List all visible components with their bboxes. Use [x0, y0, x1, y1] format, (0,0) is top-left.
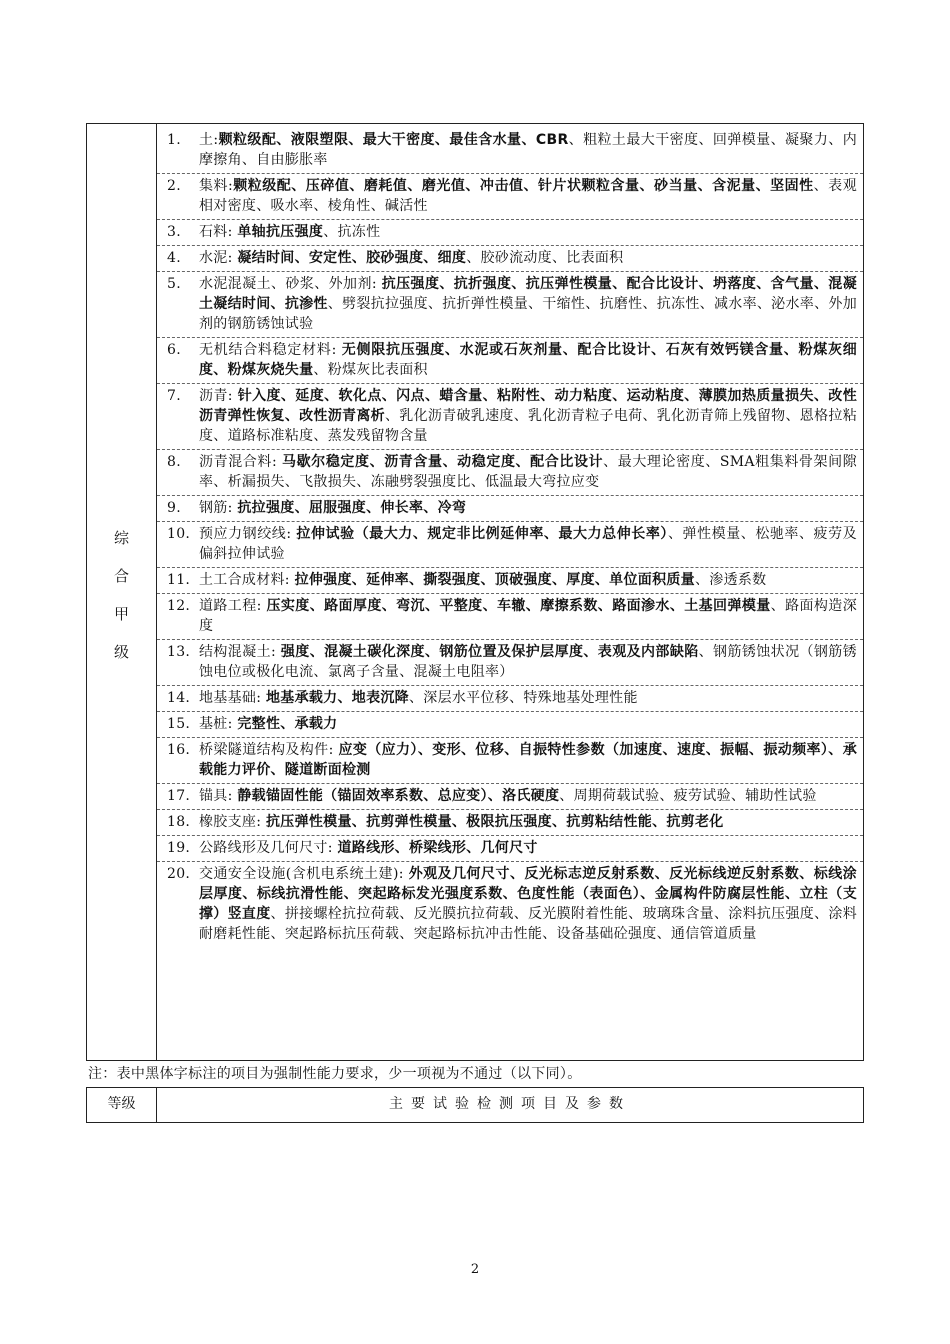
optional-parameters: 、路面构造深度	[199, 598, 857, 634]
optional-parameters: 、粉煤灰比表面积	[313, 362, 428, 378]
optional-parameters: 沥青:	[199, 388, 238, 404]
page-number: 2	[470, 1262, 480, 1277]
list-item	[157, 712, 863, 738]
optional-parameters: 土工合成材料:	[199, 572, 295, 588]
list-item	[157, 862, 863, 947]
list-item	[157, 640, 863, 686]
optional-parameters: 水泥:	[199, 250, 238, 266]
list-item	[157, 784, 863, 810]
mandatory-parameters: 静载锚固性能（锚固效率系数、总应变）、洛氏硬度	[237, 788, 560, 804]
optional-parameters: 预应力钢绞线:	[199, 526, 297, 542]
mandatory-parameters: 马歇尔稳定度、沥青含量、动稳定度、配合比设计	[282, 454, 604, 470]
item-text	[199, 340, 857, 380]
mandatory-parameters: 颗粒级配、压碎值、磨耗值、磨光值、冲击值、针片状颗粒含量、砂当量、含泥量、坚固性	[233, 178, 814, 194]
item-number: 13.	[167, 644, 191, 660]
mandatory-parameters: 抗拉强度、屈服强度、伸长率、冷弯	[237, 500, 467, 516]
mandatory-parameters: 地基承载力、地表沉降	[265, 690, 409, 706]
header-table	[86, 1087, 864, 1123]
optional-parameters: 、表观相对密度、吸水率、棱角性、碱活性	[199, 178, 857, 214]
footnote: 注：表中黑体字标注的项目为强制性能力要求，少一项视为不通过（以下同）。	[88, 1066, 582, 1082]
item-text	[199, 524, 857, 564]
optional-parameters: 、劈裂抗拉强度、抗折弹性模量、干缩性、抗磨性、抗冻性、减水率、泌水率、外加剂的钢筋锈蚀试验	[199, 296, 857, 332]
item-text	[199, 812, 857, 832]
items-column	[157, 124, 863, 1060]
optional-parameters: 道路工程:	[199, 598, 267, 614]
optional-parameters: 无机结合料稳定材料:	[199, 342, 342, 358]
item-text	[199, 248, 857, 268]
optional-parameters: 沥青混合料:	[199, 454, 283, 470]
grade-char: 综	[113, 529, 129, 547]
optional-parameters: 、抗冻性	[323, 224, 381, 240]
item-number: 9.	[167, 500, 191, 516]
item-number: 17.	[167, 788, 191, 804]
list-item	[157, 594, 863, 640]
optional-parameters: 桥梁隧道结构及构件:	[199, 742, 339, 758]
grade-char: 合	[113, 567, 129, 585]
optional-parameters: 基桩:	[199, 716, 238, 732]
optional-parameters: 钢筋:	[199, 500, 238, 516]
header-items: 主要试验检测项目及参数	[389, 1096, 631, 1112]
item-number: 10.	[167, 526, 191, 542]
mandatory-parameters: 单轴抗压强度	[237, 224, 324, 240]
list-item	[157, 174, 863, 220]
item-number: 6.	[167, 342, 191, 358]
list-item	[157, 836, 863, 862]
optional-parameters: 、渗透系数	[694, 572, 767, 588]
list-item	[157, 128, 863, 174]
item-text	[199, 274, 857, 334]
optional-parameters: 公路线形及几何尺寸:	[199, 840, 338, 856]
list-item	[157, 522, 863, 568]
list-item	[157, 384, 863, 450]
optional-parameters: 集料:	[199, 178, 234, 194]
item-text	[199, 570, 857, 590]
list-item	[157, 272, 863, 338]
mandatory-parameters: 应变（应力）、变形、位移、自振特性参数（加速度、速度、振幅、振动频率）、承载能力评价、隧道断面检测	[199, 742, 857, 778]
item-number: 1.	[167, 132, 191, 148]
item-number: 15.	[167, 716, 191, 732]
list-item	[157, 496, 863, 522]
optional-parameters: 、拼接螺栓抗拉荷载、反光膜抗拉荷载、反光膜附着性能、玻璃珠含量、涂料抗压强度、涂料耐磨耗性能、突起路标抗压荷载、突起路标抗冲击性能、设备基础砼强度、通信管道质量	[199, 906, 857, 942]
optional-parameters: 土:	[199, 132, 219, 148]
item-number: 18.	[167, 814, 191, 830]
optional-parameters: 、弹性模量、松驰率、疲劳及偏斜拉伸试验	[199, 526, 857, 562]
item-number: 8.	[167, 454, 191, 470]
item-number: 11.	[167, 572, 191, 588]
optional-parameters: 水泥混凝土、砂浆、外加剂:	[199, 276, 382, 292]
item-text	[199, 714, 857, 734]
mandatory-parameters: 抗压弹性模量、抗剪弹性模量、极限抗压强度、抗剪粘结性能、抗剪老化	[265, 814, 724, 830]
mandatory-parameters: 无侧限抗压强度、水泥或石灰剂量、配合比设计、石灰有效钙镁含量、粉煤灰细度、粉煤灰烧失量	[199, 342, 858, 378]
optional-parameters: 、深层水平位移、特殊地基处理性能	[408, 690, 638, 706]
optional-parameters: 、周期荷载试验、疲劳试验、辅助性试验	[559, 788, 817, 804]
mandatory-parameters: 凝结时间、安定性、胶砂强度、细度	[237, 250, 467, 266]
list-item	[157, 220, 863, 246]
mandatory-parameters: 完整性、承载力	[237, 716, 338, 732]
list-item	[157, 686, 863, 712]
item-text	[199, 642, 857, 682]
optional-parameters: 交通安全设施(含机电系统土建):	[199, 866, 409, 882]
grade-label	[87, 519, 156, 671]
grade-char: 甲	[113, 605, 129, 623]
item-text	[199, 130, 857, 170]
mandatory-parameters: 拉伸强度、延伸率、撕裂强度、顶破强度、厚度、单位面积质量	[294, 572, 695, 588]
optional-parameters: 锚具:	[199, 788, 238, 804]
mandatory-parameters: 颗粒级配、液限塑限、最大干密度、最佳含水量、CBR	[218, 132, 569, 148]
mandatory-parameters: 针入度、延度、软化点、闪点、蜡含量、粘附性、动力粘度、运动粘度、薄膜加热质量损失、改性沥青弹性恢复、改性沥青离析	[199, 388, 857, 424]
item-number: 16.	[167, 742, 191, 758]
optional-parameters: 、胶砂流动度、比表面积	[466, 250, 624, 266]
item-text	[199, 452, 857, 492]
header-grade: 等级	[87, 1088, 157, 1122]
item-text	[199, 176, 857, 216]
item-text	[199, 740, 857, 780]
optional-parameters: 石料:	[199, 224, 238, 240]
list-item	[157, 246, 863, 272]
item-number: 20.	[167, 866, 191, 882]
item-number: 3.	[167, 224, 191, 240]
list-item	[157, 338, 863, 384]
item-text	[199, 596, 857, 636]
item-text	[199, 386, 857, 446]
mandatory-parameters: 道路线形、桥梁线形、几何尺寸	[337, 840, 538, 856]
optional-parameters: 结构混凝土:	[199, 644, 281, 660]
list-item	[157, 450, 863, 496]
item-text	[199, 222, 857, 242]
list-item	[157, 568, 863, 594]
grade-char: 级	[113, 643, 129, 661]
optional-parameters: 、钢筋锈蚀状况（钢筋锈蚀电位或极化电流、氯离子含量、混凝土电阻率）	[199, 644, 857, 680]
list-item	[157, 810, 863, 836]
item-text	[199, 786, 857, 806]
item-text	[199, 864, 857, 944]
item-number: 4.	[167, 250, 191, 266]
item-number: 19.	[167, 840, 191, 856]
mandatory-parameters: 外观及几何尺寸、反光标志逆反射系数、反光标线逆反射系数、标线涂层厚度、标线抗滑性能、突起路标发光强度系数、色度性能（表面色）、金属构件防腐层性能、立柱（支撑）竖直度	[199, 866, 857, 922]
optional-parameters: 橡胶支座:	[199, 814, 266, 830]
mandatory-parameters: 压实度、路面厚度、弯沉、平整度、车辙、摩擦系数、路面渗水、土基回弹模量	[266, 598, 771, 614]
item-text	[199, 688, 857, 708]
optional-parameters: 、粗粒土最大干密度、回弹模量、凝聚力、内摩擦角、自由膨胀率	[199, 132, 858, 168]
mandatory-parameters: 拉伸试验（最大力、规定非比例延伸率、最大力总伸长率）	[296, 526, 668, 542]
optional-parameters: 、乳化沥青破乳速度、乳化沥青粒子电荷、乳化沥青筛上残留物、恩格拉粘度、道路标准粘度、蒸发残留物含量	[199, 408, 857, 444]
item-text	[199, 498, 857, 518]
qualification-table	[86, 123, 864, 1061]
optional-parameters: 、最大理论密度、SMA粗集料骨架间隙率、析漏损失、飞散损失、冻融劈裂强度比、低温最大弯拉应变	[199, 454, 857, 490]
item-number: 2.	[167, 178, 191, 194]
optional-parameters: 地基基础:	[199, 690, 266, 706]
mandatory-parameters: 抗压强度、抗折强度、抗压弹性模量、配合比设计、坍落度、含气量、混凝土凝结时间、抗渗性	[199, 276, 857, 312]
item-number: 7.	[167, 388, 191, 404]
item-text	[199, 838, 857, 858]
mandatory-parameters: 强度、混凝土碳化深度、钢筋位置及保护层厚度、表观及内部缺陷	[280, 644, 699, 660]
item-number: 5.	[167, 276, 191, 292]
item-number: 14.	[167, 690, 191, 706]
grade-column	[87, 124, 157, 1060]
item-number: 12.	[167, 598, 191, 614]
list-item	[157, 738, 863, 784]
